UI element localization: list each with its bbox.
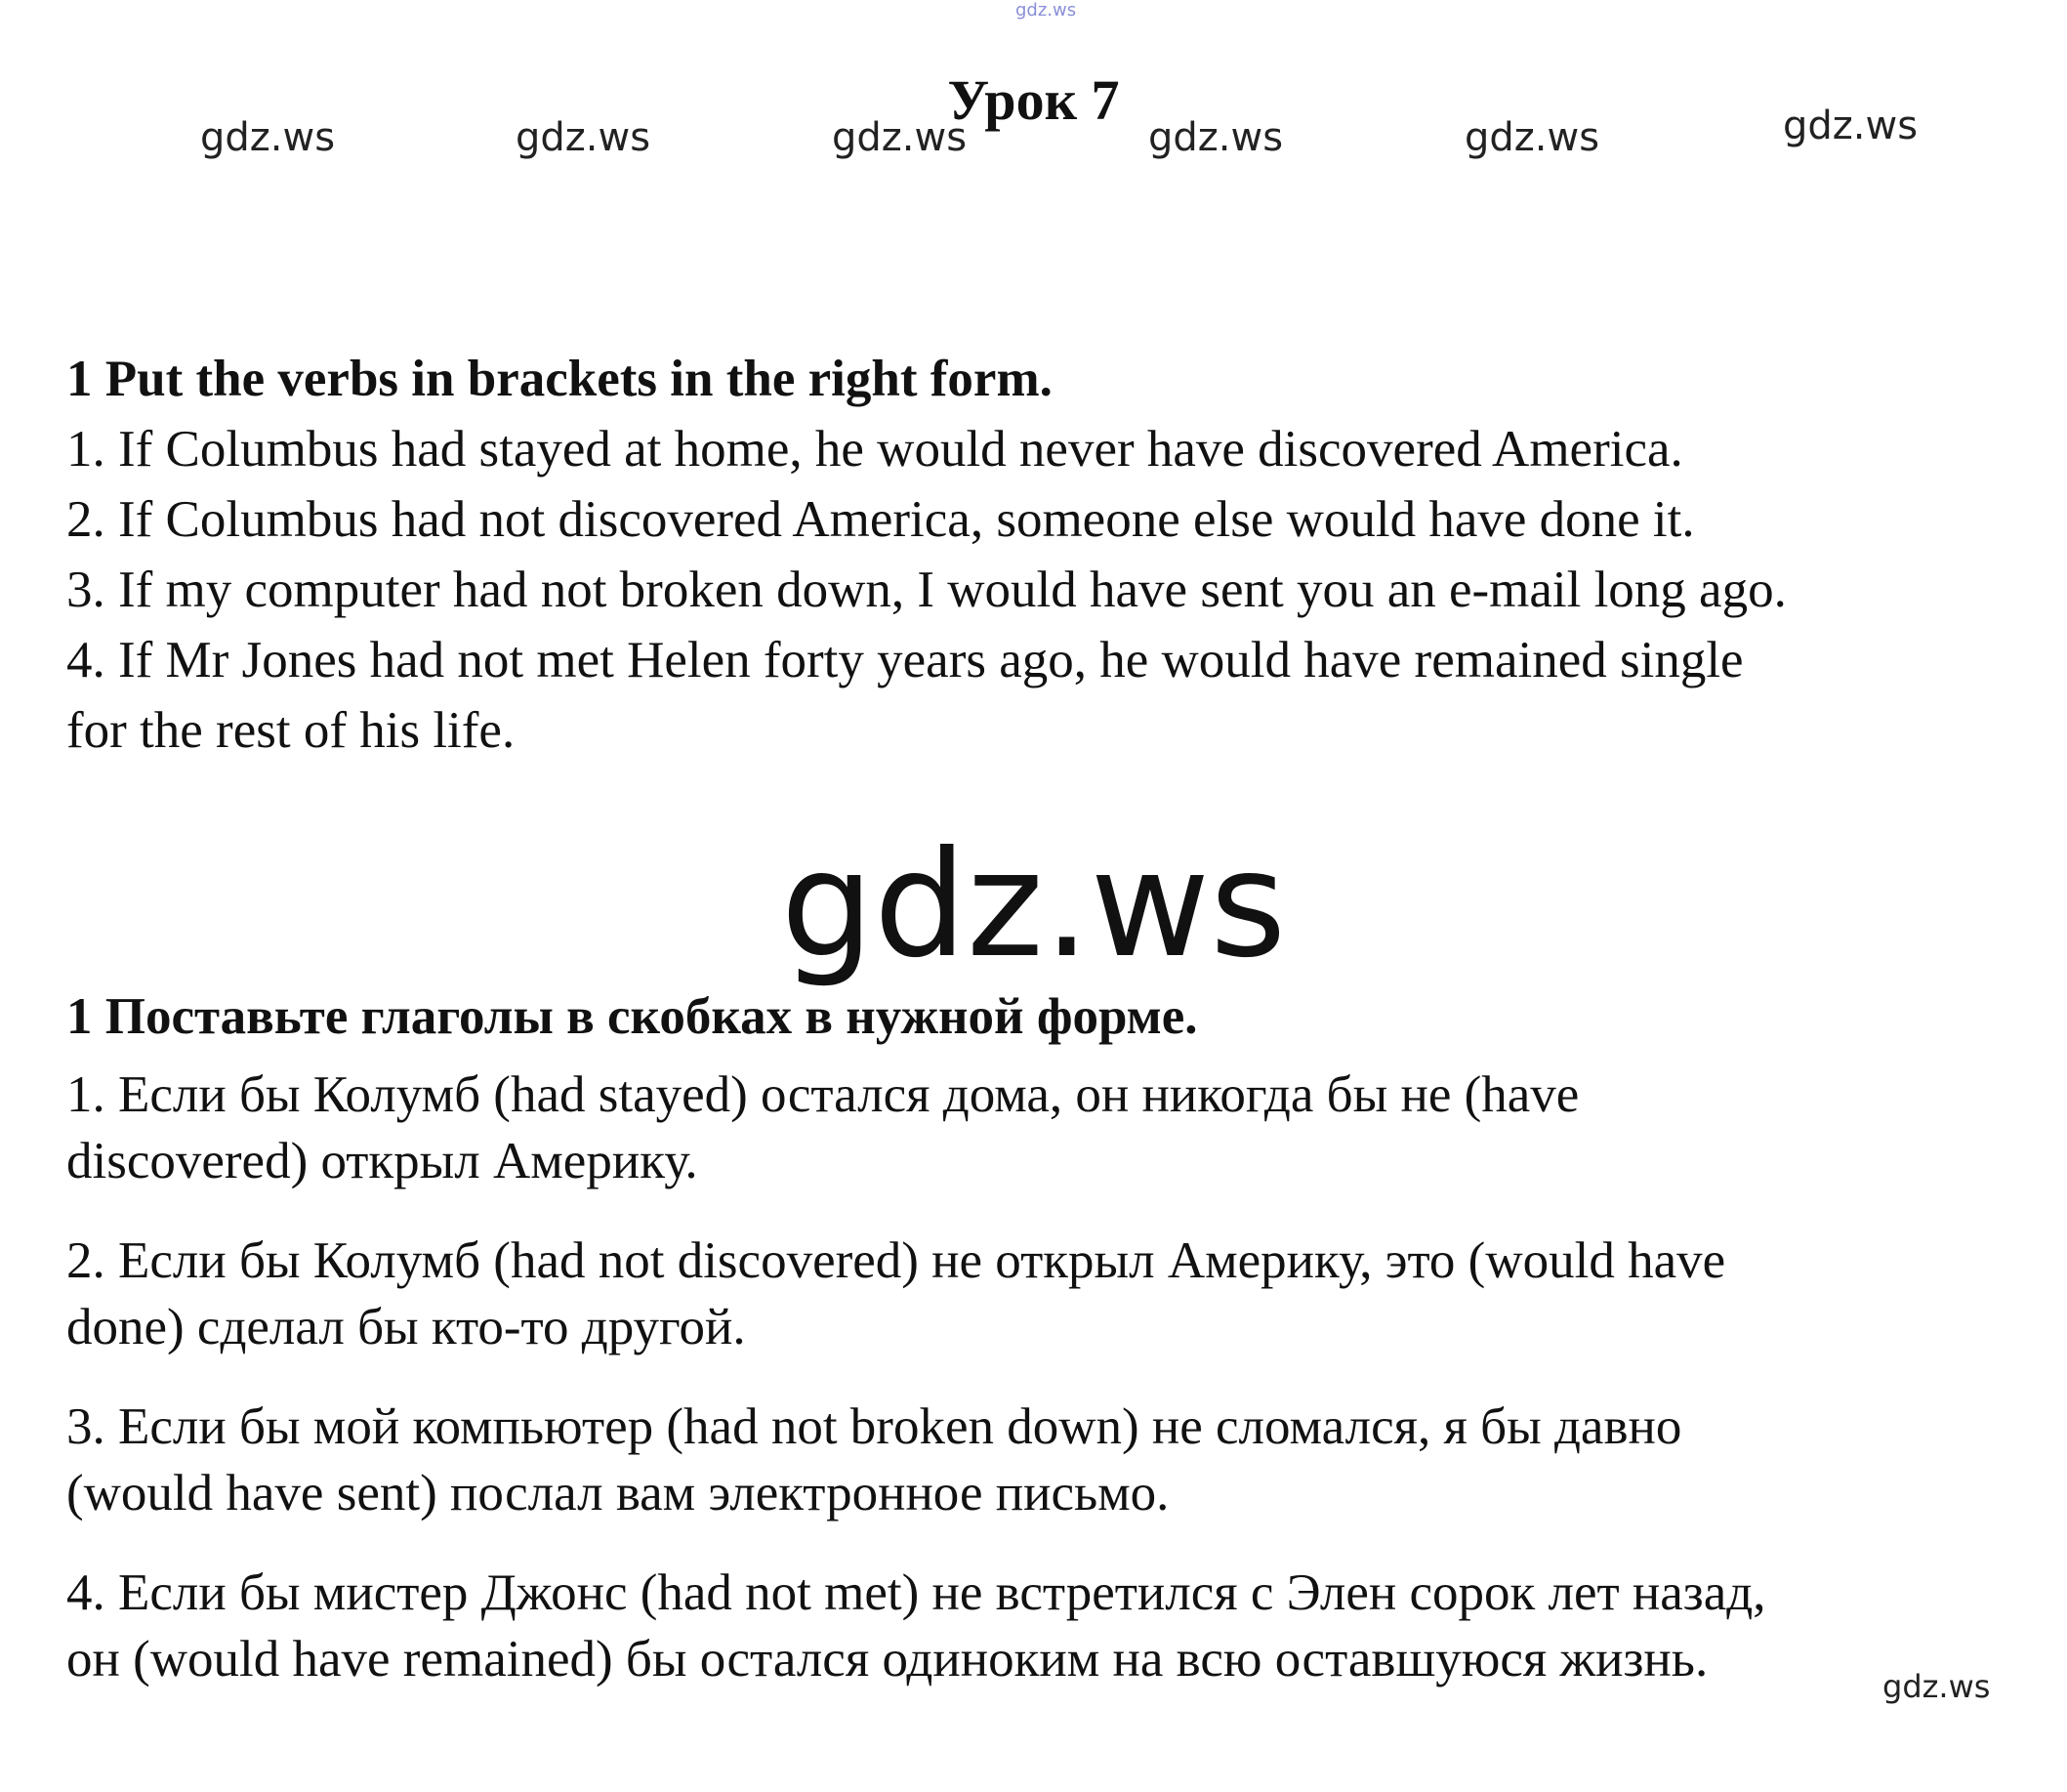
english-heading: 1 Put the verbs in brackets in the right form. xyxy=(66,351,1053,407)
english-line-5: for the rest of his life. xyxy=(66,702,516,759)
watermark-row-4: gdz.ws xyxy=(1148,115,1284,160)
watermark-bottom-right: gdz.ws xyxy=(1882,1668,1991,1705)
english-line-4: 4. If Mr Jones had not met Helen forty years ago, he would have remained single xyxy=(66,632,1744,688)
watermark-row-2: gdz.ws xyxy=(516,115,651,160)
russian-item-3 xyxy=(66,1394,2009,1526)
russian-item-1 xyxy=(66,1062,2009,1194)
page-title: Урок 7 xyxy=(947,68,1120,132)
russian-item-2-line-2: done) сделал бы кто-то другой. xyxy=(66,1299,746,1355)
english-line-1: 1. If Columbus had stayed at home, he would never have discovered America. xyxy=(66,421,1683,478)
russian-item-1-line-2: discovered) открыл Америку. xyxy=(66,1133,698,1189)
russian-item-4-line-2: он (would have remained) бы остался одиноким на всю оставшуюся жизнь. xyxy=(66,1631,1709,1688)
russian-item-4-line-1: 4. Если бы мистер Джонс (had not met) не встретился с Элен сорок лет назад, xyxy=(66,1564,1766,1621)
russian-item-3-line-2: (would have sent) послал вам электронное письмо. xyxy=(66,1465,1170,1521)
watermark-row-5: gdz.ws xyxy=(1465,115,1600,160)
watermark-top-small: gdz.ws xyxy=(1015,0,1077,21)
russian-item-2 xyxy=(66,1228,2009,1360)
russian-heading: 1 Поставьте глаголы в скобках в нужной форме. xyxy=(66,988,1198,1045)
english-line-2: 2. If Columbus had not discovered America, someone else would have done it. xyxy=(66,491,1695,548)
russian-item-1-line-1: 1. Если бы Колумб (had stayed) остался дома, он никогда бы не (have xyxy=(66,1066,1580,1123)
watermark-row-3: gdz.ws xyxy=(832,115,968,160)
watermark-large: gdz.ws xyxy=(780,820,1287,990)
russian-item-3-line-1: 3. Если бы мой компьютер (had not broken down) не сломался, я бы давно xyxy=(66,1398,1682,1455)
russian-item-2-line-1: 2. Если бы Колумб (had not discovered) не открыл Америку, это (would have xyxy=(66,1232,1726,1289)
russian-exercise xyxy=(66,981,2009,1726)
russian-item-4 xyxy=(66,1560,2009,1692)
watermark-row-6: gdz.ws xyxy=(1783,104,1919,148)
watermark-row-1: gdz.ws xyxy=(200,115,336,160)
english-line-3: 3. If my computer had not broken down, I would have sent you an e-mail long ago. xyxy=(66,562,1787,618)
english-exercise xyxy=(66,344,2009,766)
